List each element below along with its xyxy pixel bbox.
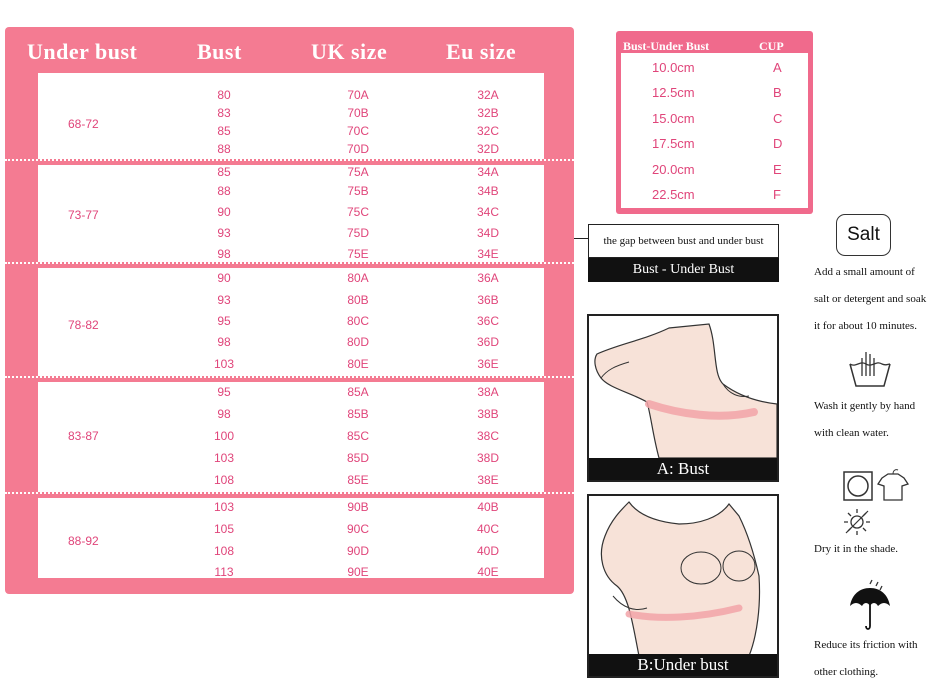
size-group — [38, 165, 544, 262]
size-row — [38, 473, 544, 491]
tumble-dry-icon — [842, 470, 874, 502]
bust-value: 85 — [217, 124, 231, 138]
header-uk-size: UK size — [311, 39, 388, 64]
under-bust-range: 78-82 — [68, 318, 99, 332]
uk-size-value: 90C — [346, 522, 370, 536]
header-under-bust: Under bust — [27, 39, 138, 64]
eu-size-value: 40C — [476, 522, 500, 536]
hand-wash-icon — [846, 348, 894, 390]
size-row — [38, 165, 544, 183]
uk-size-value: 85A — [347, 385, 369, 399]
care-step-wash-line2: with clean water. — [814, 427, 889, 439]
size-chart-header — [5, 27, 574, 73]
eu-size-value: 38A — [477, 385, 499, 399]
care-step-friction-line2: other clothing. — [814, 666, 879, 678]
eu-size-value: 38C — [476, 429, 500, 443]
size-row — [38, 226, 544, 244]
bust-value: 90 — [217, 205, 231, 219]
eu-size-value: 34E — [477, 247, 499, 261]
uk-size-value: 75E — [347, 247, 369, 261]
uk-size-value: 80A — [347, 271, 369, 285]
bust-value: 98 — [217, 335, 231, 349]
bust-value: 108 — [213, 473, 235, 487]
size-row — [38, 184, 544, 202]
bust-value: 83 — [217, 106, 231, 120]
gap-label — [588, 224, 779, 282]
cup-table — [616, 31, 813, 214]
eu-size-value: 40E — [477, 565, 499, 579]
eu-size-value: 34B — [477, 184, 499, 198]
under-bust-range: 88-92 — [68, 534, 99, 548]
cup-letter-value: B — [773, 85, 782, 100]
bust-value: 105 — [213, 522, 235, 536]
eu-size-value: 40D — [476, 544, 500, 558]
cup-table-body — [621, 53, 808, 208]
salt-icon: Salt — [836, 214, 891, 256]
uk-size-value: 70D — [346, 142, 370, 156]
eu-size-value: 32D — [476, 142, 500, 156]
figure-under-bust — [587, 494, 779, 678]
size-row — [38, 314, 544, 332]
gap-pointer-line — [574, 238, 588, 239]
gap-title: Bust - Under Bust — [588, 258, 779, 282]
bust-value: 98 — [217, 247, 231, 261]
uk-size-value: 75D — [346, 226, 370, 240]
cup-header-diff: Bust-Under Bust — [623, 39, 710, 53]
cup-row — [621, 85, 808, 111]
bust-illustration — [589, 316, 777, 458]
bust-value: 95 — [217, 385, 231, 399]
shade-sun-icon — [842, 507, 872, 537]
bust-value: 88 — [217, 184, 231, 198]
under-bust-range: 68-72 — [68, 117, 99, 131]
bust-value: 108 — [213, 544, 235, 558]
uk-size-value: 80C — [346, 314, 370, 328]
uk-size-value: 70B — [347, 106, 369, 120]
size-row — [38, 544, 544, 562]
size-group — [38, 73, 544, 159]
cup-diff-value: 15.0cm — [652, 111, 695, 126]
size-row — [38, 500, 544, 518]
cup-diff-value: 12.5cm — [652, 85, 695, 100]
cup-letter-value: E — [773, 162, 782, 177]
uk-size-value: 90B — [347, 500, 369, 514]
uk-size-value: 85C — [346, 429, 370, 443]
uk-size-value: 85D — [346, 451, 370, 465]
eu-size-value: 34D — [476, 226, 500, 240]
bust-value: 103 — [213, 451, 235, 465]
bust-value: 85 — [217, 165, 231, 179]
figure-a-caption: A: Bust — [589, 458, 777, 480]
cup-row — [621, 187, 808, 213]
eu-size-value: 36D — [476, 335, 500, 349]
size-chart — [5, 27, 574, 594]
bust-value: 103 — [213, 500, 235, 514]
umbrella-icon — [846, 578, 894, 634]
cup-row — [621, 60, 808, 86]
uk-size-value: 70A — [347, 88, 369, 102]
size-row — [38, 385, 544, 403]
header-bust: Bust — [197, 39, 242, 64]
cup-letter-value: D — [773, 136, 783, 151]
size-chart-body — [38, 73, 544, 578]
care-step-friction — [814, 632, 950, 686]
cup-row — [621, 136, 808, 162]
under-bust-range: 73-77 — [68, 208, 99, 222]
uk-size-value: 75B — [347, 184, 369, 198]
eu-size-value: 38D — [476, 451, 500, 465]
under-bust-range: 83-87 — [68, 429, 99, 443]
bust-value: 93 — [217, 293, 231, 307]
care-step-soak-line1: Add a small amount of — [814, 266, 915, 278]
uk-size-value: 80B — [347, 293, 369, 307]
care-step-wash — [814, 393, 950, 447]
figure-b-caption: B:Under bust — [589, 654, 777, 676]
under-bust-illustration — [589, 496, 777, 656]
care-step-soak-line3: it for about 10 minutes. — [814, 320, 917, 332]
size-row — [38, 293, 544, 311]
bust-value: 103 — [213, 357, 235, 371]
size-group — [38, 382, 544, 492]
uk-size-value: 90D — [346, 544, 370, 558]
eu-size-value: 36E — [477, 357, 499, 371]
size-row — [38, 124, 544, 142]
eu-size-value: 34A — [477, 165, 499, 179]
cup-diff-value: 17.5cm — [652, 136, 695, 151]
hang-dry-shirt-icon — [876, 468, 910, 502]
size-row — [38, 106, 544, 124]
size-group — [38, 268, 544, 376]
bust-value: 95 — [217, 314, 231, 328]
size-row — [38, 565, 544, 583]
uk-size-value: 70C — [346, 124, 370, 138]
eu-size-value: 36B — [477, 293, 499, 307]
eu-size-value: 38B — [477, 407, 499, 421]
uk-size-value: 90E — [347, 565, 369, 579]
size-row — [38, 522, 544, 540]
eu-size-value: 40B — [477, 500, 499, 514]
uk-size-value: 80E — [347, 357, 369, 371]
size-row — [38, 407, 544, 425]
care-step-dry: Dry it in the shade. — [814, 543, 899, 555]
eu-size-value: 38E — [477, 473, 499, 487]
bust-value: 80 — [217, 88, 231, 102]
cup-header-cup: CUP — [759, 39, 784, 53]
uk-size-value: 80D — [346, 335, 370, 349]
size-row — [38, 357, 544, 375]
size-row — [38, 142, 544, 160]
size-row — [38, 205, 544, 223]
eu-size-value: 32C — [476, 124, 500, 138]
size-group — [38, 498, 544, 578]
eu-size-value: 36A — [477, 271, 499, 285]
uk-size-value: 75C — [346, 205, 370, 219]
bust-value: 90 — [217, 271, 231, 285]
size-row — [38, 429, 544, 447]
cup-diff-value: 10.0cm — [652, 60, 695, 75]
size-row — [38, 88, 544, 106]
size-row — [38, 451, 544, 469]
cup-diff-value: 20.0cm — [652, 162, 695, 177]
bust-value: 88 — [217, 142, 231, 156]
bust-value: 98 — [217, 407, 231, 421]
cup-row — [621, 111, 808, 137]
uk-size-value: 85B — [347, 407, 369, 421]
eu-size-value: 34C — [476, 205, 500, 219]
uk-size-value: 85E — [347, 473, 369, 487]
cup-row — [621, 162, 808, 188]
size-row — [38, 335, 544, 353]
figure-bust — [587, 314, 779, 482]
care-step-wash-line1: Wash it gently by hand — [814, 400, 916, 412]
eu-size-value: 32B — [477, 106, 499, 120]
gap-description: the gap between bust and under bust — [588, 224, 779, 258]
eu-size-value: 36C — [476, 314, 500, 328]
care-step-friction-line1: Reduce its friction with — [814, 639, 918, 651]
size-row — [38, 271, 544, 289]
care-step-soak-line2: salt or detergent and soak — [814, 293, 927, 305]
cup-letter-value: C — [773, 111, 783, 126]
uk-size-value: 75A — [347, 165, 369, 179]
bust-value: 113 — [214, 565, 234, 579]
eu-size-value: 32A — [477, 88, 499, 102]
cup-letter-value: A — [773, 60, 782, 75]
bust-value: 100 — [213, 429, 235, 443]
care-step-soak — [814, 259, 950, 340]
cup-letter-value: F — [773, 187, 781, 202]
header-eu-size: Eu size — [446, 39, 517, 64]
bust-value: 93 — [217, 226, 231, 240]
cup-diff-value: 22.5cm — [652, 187, 695, 202]
